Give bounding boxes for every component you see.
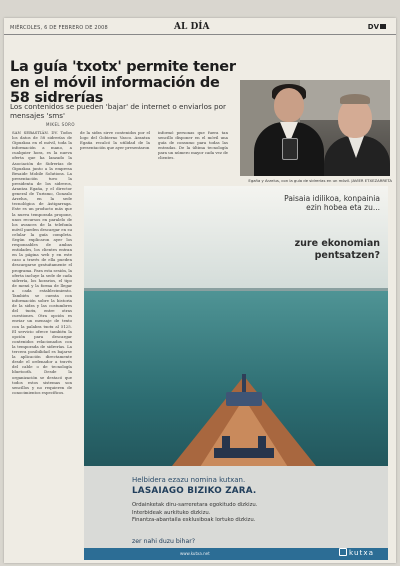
article-headline: La guía 'txotx' permite tener en el móvil información de 58 sidrerías bbox=[10, 59, 236, 106]
logo-text: DV bbox=[367, 23, 379, 31]
section-title: AL DÍA bbox=[174, 22, 210, 32]
issue-date: MIÉRCOLES, 6 DE FEBRERO DE 2008 bbox=[10, 25, 108, 31]
photo-caption: Egaña y Arzelus, con la guía de sidrerías en un móvil. JAVIER ETXEZARRETA bbox=[248, 178, 392, 183]
newspaper-page bbox=[4, 18, 396, 563]
ad-horizon bbox=[84, 288, 388, 291]
ad-question-2: zure ekonomian pentsatzen? bbox=[294, 238, 380, 261]
publication-logo bbox=[368, 23, 386, 31]
article-subheadline: Los contenidos se pueden 'bajar' de internet o enviarlos por mensajes 'sms' bbox=[10, 102, 226, 120]
page-header bbox=[4, 18, 396, 35]
ad-tagline-small: Helbidera ezazu nomina kutxan. bbox=[132, 476, 246, 484]
ad-url: www.kutxa.net bbox=[180, 551, 210, 556]
boat-cabin bbox=[226, 392, 262, 406]
article-byline: MIKEL SORO bbox=[46, 122, 75, 127]
ad-question-1: Paisaia idilikoa, konpainia ezin hobea eta zu... bbox=[284, 194, 380, 212]
kutxa-logo bbox=[339, 548, 374, 557]
ad-benefit: Finantza-abantaila esklusiboak lortuko dizkizu. bbox=[132, 517, 256, 523]
article-column-2: de la sidra sirve contenidos por el logo del Gobierno Vasco. Arantza Egaña recalcó la utilidad de la presentación que ayer presentaron bbox=[80, 130, 150, 151]
person-left-face bbox=[274, 88, 304, 122]
ad-benefits bbox=[132, 502, 257, 525]
kutxa-mark-icon bbox=[339, 548, 347, 556]
logo-mark-icon bbox=[380, 24, 386, 29]
mobile-phone-icon bbox=[282, 138, 298, 160]
kutxa-brand-text: kutxa bbox=[349, 548, 374, 557]
person-right-face bbox=[338, 98, 372, 138]
ad-benefit: Ordainketak diru-sarreretara egokitudo dizkizu. bbox=[132, 502, 258, 508]
boat-bench bbox=[214, 448, 274, 458]
ad-tagline-big: LASAIAGO BIZIKO ZARA. bbox=[132, 486, 257, 496]
kutxa-advertisement bbox=[84, 186, 388, 560]
ad-benefit: Interbideak aurkituko dizkizu. bbox=[132, 509, 211, 516]
ad-footer-question: zer nahi duzu bihar? bbox=[132, 538, 196, 545]
person-right-hair bbox=[340, 94, 370, 104]
article-photo bbox=[240, 80, 390, 176]
article-column-3: informó personas que fuera tan sencillo disponer en el móvil una guía de consumo para todas las entradas. De la última tecnología para un número mayor cada vez de clientes. bbox=[158, 130, 228, 161]
article-column-1: SAN SEBASTIÁN. DV. Todos los datos de 58 sidrerías de Gipuzkoa en el móvil, toda la información a mano, a cualquier hora, es la nueva oferta que ha lanzado la Asociación de Sidrerías de Gipuzkoa junto a la empresa Besaide Mobile Solutions. La presentación tuvo la presidenta de los sidreros, Arantza Egaña, y el director general de Turismo, Gonzalo Arzelus, en la sede tecnológica de Astigarraga. Este es un producto más que la nueva temporada propone, unos recursos en paralelo de los avances de la telefonía móvil pueden descargar en su celular la guía completa. Según explicaron ayer los responsables de ambas entidades, los clientes entran en la página web y en este caso a través de ella pueden descargarse gratuitamente el programa. Para esta sesión, la oferta incluye la sede de cada sidrería, los horarios, el tipo de menú y la forma de llegar a cada establecimiento. También se cuenta con información sobre la historia de la sidra y las costumbres del txotx, entre otras cuestiones. Otra opción es enviar un mensaje de texto con la palabra txotx al 5125. El servicio ofrece también la opción para descargar contenidos relacionados con la temporada de sidrerías. La tercera posibilidad es bajarse la aplicación directamente desde el ordenador a través del cable o de tecnología bluetooth. Desde la organización se destacó que todos estos sistemas son sencillos y no requieren de conocimientos específicos. bbox=[12, 130, 72, 395]
